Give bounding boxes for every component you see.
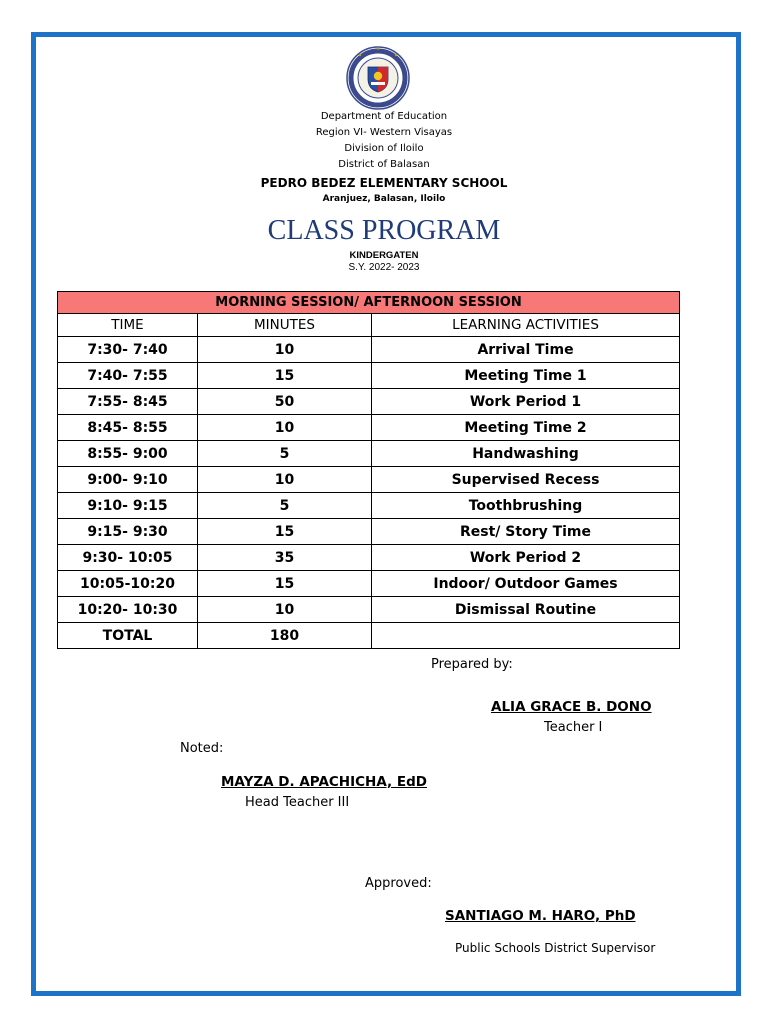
time-cell: 8:55- 9:00 — [58, 441, 198, 467]
total-minutes: 180 — [198, 623, 372, 649]
time-cell: 10:20- 10:30 — [58, 597, 198, 623]
minutes-cell: 15 — [198, 363, 372, 389]
time-cell: 10:05-10:20 — [58, 571, 198, 597]
total-row — [58, 623, 680, 649]
table-row — [58, 519, 680, 545]
prepared-by-name: ALIA GRACE B. DONO — [491, 699, 652, 715]
approved-by-position: Public Schools District Supervisor — [455, 941, 656, 955]
activity-cell: Meeting Time 1 — [372, 363, 680, 389]
activity-cell: Arrival Time — [372, 337, 680, 363]
minutes-cell: 35 — [198, 545, 372, 571]
table-row — [58, 597, 680, 623]
activity-cell: Meeting Time 2 — [372, 415, 680, 441]
activity-cell: Dismissal Routine — [372, 597, 680, 623]
minutes-cell: 10 — [198, 597, 372, 623]
time-cell: 9:15- 9:30 — [58, 519, 198, 545]
minutes-cell: 5 — [198, 441, 372, 467]
total-label: TOTAL — [58, 623, 198, 649]
table-row — [58, 571, 680, 597]
prepared-by-label: Prepared by: — [431, 657, 513, 672]
minutes-cell: 10 — [198, 415, 372, 441]
table-row — [58, 415, 680, 441]
table-row — [58, 467, 680, 493]
time-cell: 9:10- 9:15 — [58, 493, 198, 519]
class-program-table — [57, 291, 680, 649]
time-cell: 9:30- 10:05 — [58, 545, 198, 571]
region-name: Region VI- Western Visayas — [315, 127, 453, 138]
table-row — [58, 337, 680, 363]
time-cell: 7:30- 7:40 — [58, 337, 198, 363]
school-name: PEDRO BEDEZ ELEMENTARY SCHOOL — [260, 176, 508, 190]
minutes-cell: 15 — [198, 519, 372, 545]
total-activity-cell — [372, 623, 680, 649]
activity-cell: Work Period 2 — [372, 545, 680, 571]
approved-by-name: SANTIAGO M. HARO, PhD — [445, 908, 636, 924]
division-name: Division of Iloilo — [344, 143, 424, 154]
deped-seal-logo — [338, 45, 418, 111]
session-header: MORNING SESSION/ AFTERNOON SESSION — [58, 292, 680, 314]
activity-cell: Indoor/ Outdoor Games — [372, 571, 680, 597]
table-row — [58, 363, 680, 389]
activity-cell: Handwashing — [372, 441, 680, 467]
school-address: Aranjuez, Balasan, Iloilo — [322, 194, 446, 204]
activity-cell: Supervised Recess — [372, 467, 680, 493]
time-cell: 8:45- 8:55 — [58, 415, 198, 441]
page-title: CLASS PROGRAM — [267, 215, 501, 246]
minutes-cell: 5 — [198, 493, 372, 519]
noted-by-name: MAYZA D. APACHICHA, EdD — [221, 774, 427, 790]
table-row — [58, 441, 680, 467]
session-header-row — [58, 292, 680, 314]
column-header-row — [58, 314, 680, 337]
activity-cell: Toothbrushing — [372, 493, 680, 519]
minutes-cell: 15 — [198, 571, 372, 597]
activity-cell: Work Period 1 — [372, 389, 680, 415]
time-cell: 9:00- 9:10 — [58, 467, 198, 493]
column-header-minutes: MINUTES — [198, 314, 372, 337]
noted-by-position: Head Teacher III — [245, 795, 350, 810]
minutes-cell: 50 — [198, 389, 372, 415]
activity-cell: Rest/ Story Time — [372, 519, 680, 545]
minutes-cell: 10 — [198, 337, 372, 363]
table-row — [58, 389, 680, 415]
table-row — [58, 493, 680, 519]
department-name: Department of Education — [320, 111, 448, 122]
column-header-time: TIME — [58, 314, 198, 337]
time-cell: 7:55- 8:45 — [58, 389, 198, 415]
noted-label: Noted: — [180, 741, 224, 756]
school-year: S.Y. 2022- 2023 — [348, 262, 420, 273]
grade-level: KINDERGATEN — [349, 250, 419, 261]
approved-label: Approved: — [365, 876, 432, 891]
district-name: District of Balasan — [338, 159, 430, 170]
prepared-by-position: Teacher I — [544, 720, 603, 735]
minutes-cell: 10 — [198, 467, 372, 493]
time-cell: 7:40- 7:55 — [58, 363, 198, 389]
table-row — [58, 545, 680, 571]
column-header-activities: LEARNING ACTIVITIES — [372, 314, 680, 337]
